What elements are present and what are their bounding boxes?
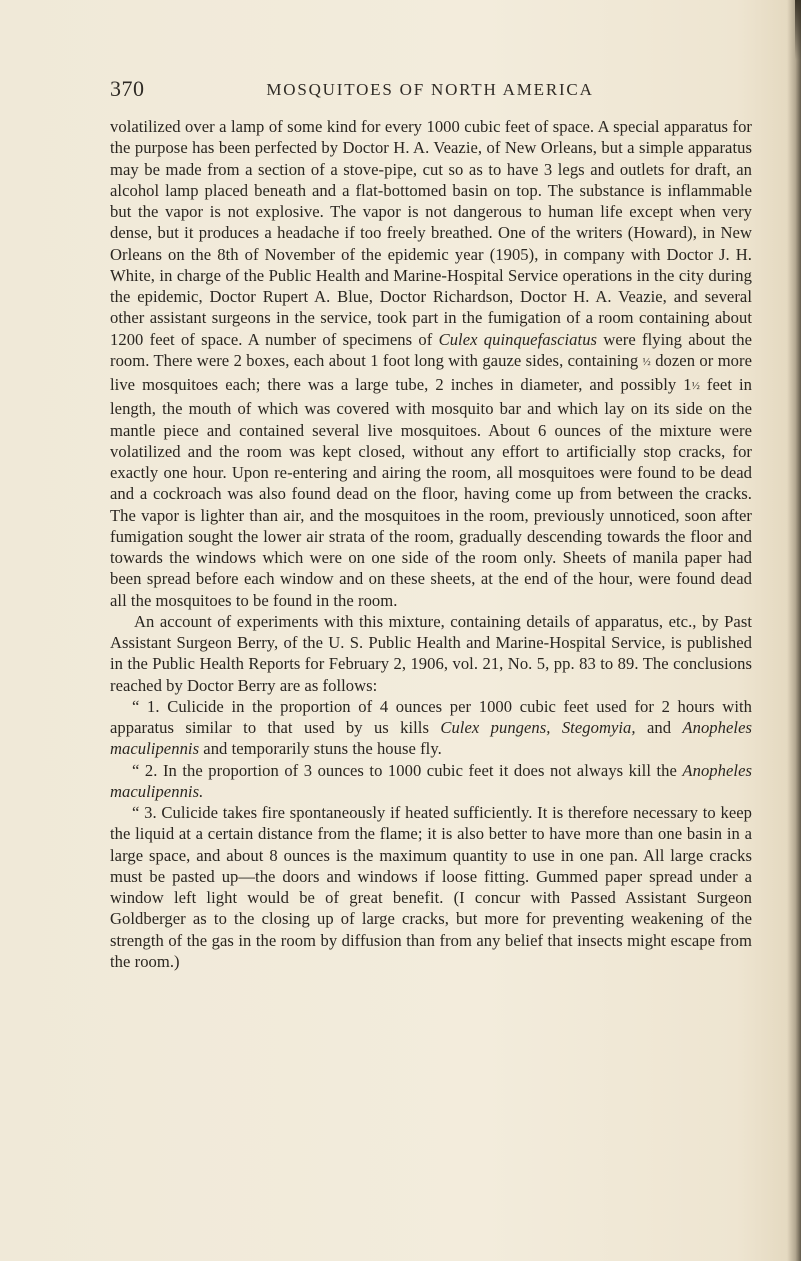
conclusion-1: “ 1. Culicide in the proportion of 4 ounces per 1000 cubic feet used for 2 hours with apparatus similar to that used by us kills Culex pungens, Stegomyia, and Anopheles maculipennis and temporarily stuns the house fly. [110, 696, 752, 759]
species-name: Anopheles maculipennis [110, 718, 752, 759]
running-head: MOSQUITOES OF NORTH AMERICA [266, 80, 594, 99]
species-name: Culex pungens, Stegomyia, [440, 718, 636, 737]
body-text [110, 116, 752, 972]
fraction: ½ [691, 380, 700, 392]
fraction: ½ [642, 355, 651, 368]
species-name: Anopheles maculipennis. [110, 760, 752, 801]
conclusion-2: “ 2. In the proportion of 3 ounces to 1000 cubic feet it does not always kill the Anopheles maculipennis. [110, 760, 752, 801]
page-edge-shadow [787, 0, 801, 1261]
page-edge-fold [795, 0, 801, 60]
page-number: 370 [110, 76, 145, 101]
species-name: Culex quinquefasciatus [438, 329, 598, 349]
paragraph-2: An account of experiments with this mixture, containing details of apparatus, etc., by Past Assistant Surgeon Berry, of the U. S. Public Health and Marine-Hospital Service, is published in the Public Health Reports for February 2, 1906, vol. 21, No. 5, pp. 83 to 89. The conclusions reached by Doctor Berry are as follows: [110, 611, 752, 695]
page-header [110, 76, 750, 106]
paragraph-1: volatilized over a lamp of some kind for every 1000 cubic feet of space. A special apparatus for the purpose has been perfected by Doctor H. A. Veazie, of New Orleans, but a simple apparatus may be made from a section of a stove-pipe, cut so as to have 3 legs and outlets for draft, an alcohol lamp placed beneath and a flat-bottomed basin on top. The substance is inflammable but the vapor is not explosive. The vapor is not dangerous to human life except when very dense, but it produces a headache if too freely breathed. One of the writers (Howard), in New Orleans on the 8th of November of the epidemic year (1905), in company with Doctor J. H. White, in charge of the Public Health and Marine-Hospital Service operations in the city during the epidemic, Doctor Rupert A. Blue, Doctor Richardson, Doctor H. A. Veazie, and several other assistant surgeons in the service, took part in the fumigation of a room containing about 1200 feet of space. A number of specimens of Culex quinquefasciatus were flying about the room. There were 2 boxes, each about 1 foot long with gauze sides, containing ½ dozen or more live mosquitoes each; there was a large tube, 2 inches in diameter, and possibly 1½ feet in length, the mouth of which was covered with mosquito bar and which lay on its side on the mantle piece and contained several live mosquitoes. About 6 ounces of the mixture were volatilized and the room was kept closed, without any effort to artificially stop cracks, for exactly one hour. Upon re-entering and airing the room, all mosquitoes were found to be dead and a cockroach was also found dead on the floor, having come up from between the cracks. The vapor is lighter than air, and the mosquitoes in the room, previously unnoticed, soon after fumigation sought the lower air strata of the room, gradually descending towards the floor and towards the windows which were on one side of the room only. Sheets of manila paper had been spread before each window and on these sheets, at the end of the hour, were found dead all the mosquitoes to be found in the room. [110, 117, 753, 610]
conclusion-3: “ 3. Culicide takes fire spontaneously if heated sufficiently. It is therefore necessary to keep the liquid at a certain distance from the flame; it is also better to have more than one basin in a large space, and about 8 ounces is the maximum quantity to use in one pan. All large cracks must be pasted up—the doors and windows if loose fitting. Gummed paper spread under a window left light would be of great benefit. (I concur with Passed Assistant Surgeon Goldberger as to the closing up of large cracks, but more for preventing weakening of the strength of the gas in the room by diffusion than from any belief that insects might escape from the room.) [110, 803, 752, 971]
